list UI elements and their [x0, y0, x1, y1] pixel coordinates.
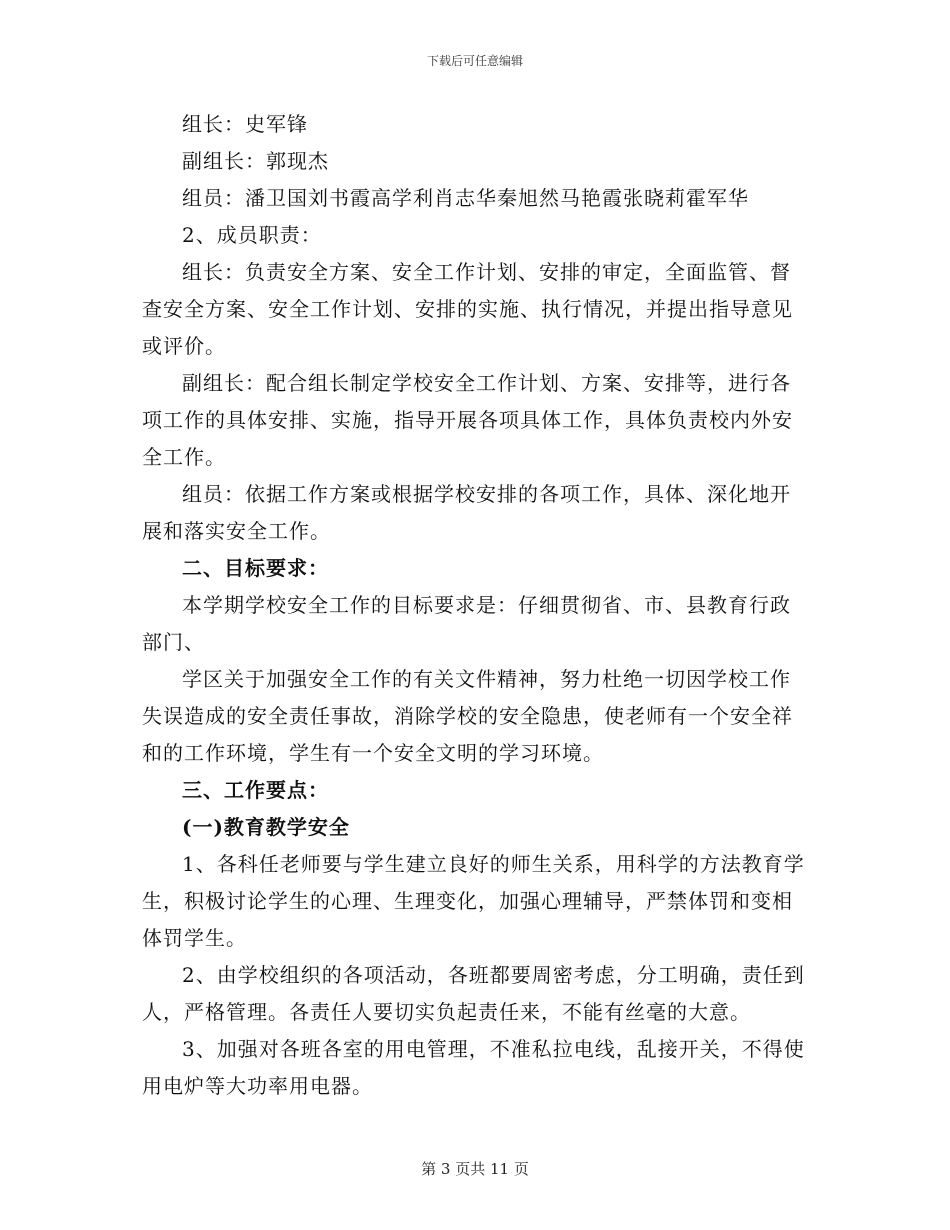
document-body — [142, 106, 810, 1105]
goals-paragraph-2: 学区关于加强安全工作的有关文件精神，努力杜绝一切因学校工作失误造成的安全责任事故，消除学校的安全隐患，使老师有一个安全祥和的工作环境，学生有一个安全文明的学习环境。 — [142, 667, 793, 765]
member-duty-paragraph: 组员：依据工作方案或根据学校安排的各项工作，具体、深化地开展和落实安全工作。 — [142, 482, 791, 543]
work-point-3: 3、加强对各班各室的用电管理，不准私拉电线，乱接开关，不得使用电炉等大功率用电器。 — [142, 1037, 805, 1098]
deputy-duty-paragraph: 副组长：配合组长制定学校安全工作计划、方案、安排等，进行各项工作的具体安排、实施，指导开展各项具体工作，具体负责校内外安全工作。 — [142, 371, 793, 469]
members-line: 组员：潘卫国刘书霞高学利肖志华秦旭然马艳霞张晓莉霍军华 — [182, 186, 749, 210]
work-point-1: 1、各科任老师要与学生建立良好的师生关系，用科学的方法教育学生，积极讨论学生的心理、生理变化，加强心理辅导，严禁体罚和变相体罚学生。 — [142, 852, 805, 950]
leader-duty-paragraph: 组长：负责安全方案、安全工作计划、安排的审定，全面监管、督查安全方案、安全工作计划、安排的实施、执行情况，并提出指导意见或评价。 — [142, 260, 793, 358]
section-heading-work-points: 三、工作要点： — [182, 778, 329, 802]
goals-paragraph-1: 本学期学校安全工作的目标要求是：仔细贯彻省、市、县教育行政部门、 — [142, 593, 791, 654]
duties-heading: 2、成员职责： — [182, 223, 322, 247]
page-footer: 第 3 页共 11 页 — [421, 1160, 529, 1178]
section-heading-goals: 二、目标要求： — [182, 556, 329, 580]
team-leader-line: 组长：史军锋 — [182, 112, 308, 136]
subsection-heading-teaching-safety: (一)教育教学安全 — [182, 815, 350, 839]
work-point-2: 2、由学校组织的各项活动，各班都要周密考虑，分工明确，责任到人，严格管理。各责任人要切实负起责任来，不能有丝毫的大意。 — [142, 963, 805, 1024]
page-header: 下载后可任意编辑 — [426, 54, 523, 68]
deputy-leader-line: 副组长：郭现杰 — [182, 149, 329, 173]
